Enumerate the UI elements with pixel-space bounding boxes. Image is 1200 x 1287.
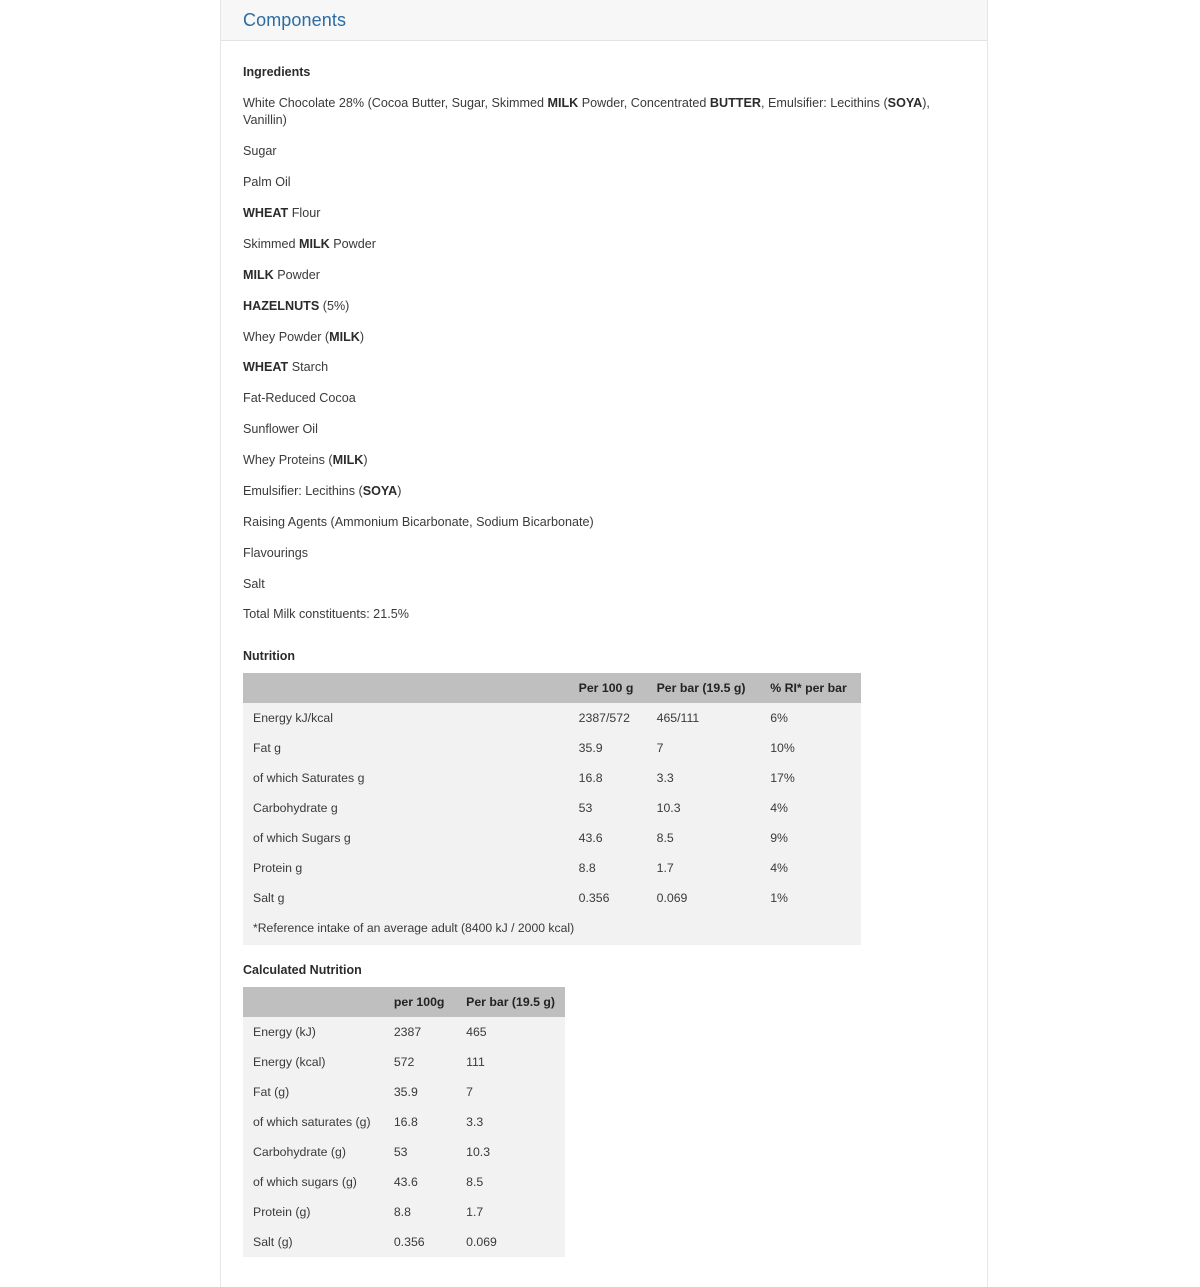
ingredient-text: Skimmed <box>243 236 299 251</box>
table-cell: 572 <box>393 1055 415 1070</box>
table-cell: 0.356 <box>578 891 610 906</box>
table-cell: 7 <box>466 1085 473 1100</box>
ingredient-item <box>243 545 953 562</box>
ingredient-item <box>243 143 953 160</box>
allergen-text: MILK <box>298 236 330 251</box>
table-cell: 3.3 <box>466 1115 484 1130</box>
table-cell: 4% <box>770 861 788 876</box>
nutrition-footnote: *Reference intake of an average adult (8400 kJ / 2000 kcal) <box>253 921 575 936</box>
table-row <box>243 1227 565 1257</box>
table-cell: 465 <box>466 1025 487 1040</box>
table-cell: 35.9 <box>578 741 603 756</box>
table-footnote-row <box>243 913 861 945</box>
nutrition-heading: Nutrition <box>243 649 296 664</box>
row-label: Protein g <box>253 861 303 876</box>
table-cell: 465/111 <box>656 711 700 726</box>
ingredient-item <box>243 298 953 315</box>
allergen-text: MILK <box>329 329 360 344</box>
components-panel <box>220 0 988 1287</box>
row-label: Energy kJ/kcal <box>253 711 333 726</box>
table-cell: 10.3 <box>466 1145 491 1160</box>
row-label: Fat g <box>253 741 282 756</box>
row-label: Salt g <box>253 891 285 906</box>
table-cell: 8.5 <box>656 831 674 846</box>
table-cell: 2387/572 <box>578 711 630 726</box>
ingredient-text: Starch <box>288 360 329 375</box>
ingredient-item <box>243 514 953 531</box>
allergen-text: BUTTER <box>709 96 761 110</box>
ingredient-item <box>243 421 953 438</box>
page-title: Components <box>243 9 347 30</box>
ingredient-text: Powder <box>329 236 376 251</box>
row-label: of which Sugars g <box>253 831 351 846</box>
ingredient-text: Palm Oil <box>243 175 291 190</box>
table-cell: 17% <box>770 771 795 786</box>
row-label: Salt (g) <box>253 1235 293 1250</box>
table-row <box>243 1077 565 1107</box>
ingredient-item <box>243 606 953 623</box>
column-header <box>243 987 384 1017</box>
table-cell: 16.8 <box>393 1115 418 1130</box>
ingredient-item <box>243 267 953 284</box>
table-cell: 53 <box>393 1145 408 1160</box>
ingredients-list <box>243 95 965 624</box>
page-gutter-left <box>0 0 220 1200</box>
ingredient-text: Sunflower Oil <box>243 422 318 437</box>
table-cell: 0.356 <box>393 1235 425 1250</box>
table-cell: 6% <box>770 711 788 726</box>
table-cell: 43.6 <box>393 1175 418 1190</box>
table-cell: 8.5 <box>466 1175 484 1190</box>
row-label: of which sugars (g) <box>253 1175 357 1190</box>
column-header: Per 100 g <box>569 673 647 703</box>
table-cell: 10.3 <box>656 801 681 816</box>
ingredient-item <box>243 205 953 222</box>
allergen-text: MILK <box>547 96 579 110</box>
ingredient-text: , Emulsifier: Lecithins ( <box>760 96 888 110</box>
ingredient-text: Powder <box>273 267 320 282</box>
table-row <box>243 763 861 793</box>
ingredient-text: ) <box>363 453 368 467</box>
allergen-text: SOYA <box>887 96 923 110</box>
allergen-text: WHEAT <box>243 360 289 375</box>
table-row <box>243 793 861 823</box>
ingredient-text: Emulsifier: Lecithins ( <box>243 483 363 498</box>
table-cell: 7 <box>656 741 664 756</box>
table-header-row <box>243 673 861 703</box>
table-cell: 1.7 <box>656 861 674 876</box>
ingredient-text: Total Milk constituents: 21.5% <box>243 607 409 622</box>
ingredient-text: Whey Powder ( <box>243 329 330 344</box>
allergen-text: SOYA <box>362 483 398 498</box>
table-header-row <box>243 987 565 1017</box>
ingredient-item <box>243 236 953 253</box>
table-row <box>243 853 861 883</box>
table-cell: 43.6 <box>578 831 603 846</box>
table-row <box>243 1017 565 1047</box>
row-label: Carbohydrate g <box>253 801 338 816</box>
table-row <box>243 823 861 853</box>
table-cell: 0.069 <box>656 891 688 906</box>
column-header: Per bar (19.5 g) <box>456 987 565 1017</box>
ingredient-text: White Chocolate 28% (Cocoa Butter, Sugar, Skimmed <box>243 96 548 110</box>
ingredient-item <box>243 174 953 191</box>
table-cell: 0.069 <box>466 1235 497 1250</box>
ingredient-text: Powder, Concentrated <box>578 96 710 110</box>
allergen-text: WHEAT <box>243 206 289 220</box>
ingredient-text: Salt <box>243 576 265 591</box>
table-row <box>243 1137 565 1167</box>
table-row <box>243 883 861 913</box>
ingredient-text: Fat-Reduced Cocoa <box>243 391 356 406</box>
ingredient-item <box>243 359 953 376</box>
table-cell: 16.8 <box>578 771 603 786</box>
table-row <box>243 1107 565 1137</box>
page-gutter-right <box>988 0 1200 1200</box>
row-label: Protein (g) <box>253 1205 311 1220</box>
ingredients-heading: Ingredients <box>243 65 311 79</box>
ingredient-text: ) <box>359 329 365 344</box>
row-label: of which Saturates g <box>253 771 365 786</box>
ingredient-item <box>243 483 953 500</box>
panel-header <box>221 0 987 41</box>
panel-body <box>221 41 987 1287</box>
allergen-text: MILK <box>332 453 364 467</box>
ingredient-text: Sugar <box>243 144 277 159</box>
ingredient-text: Flour <box>288 206 321 220</box>
column-header: Per bar (19.5 g) <box>647 673 761 703</box>
calculated-nutrition-table-head <box>243 987 565 1017</box>
column-header <box>243 673 569 703</box>
ingredient-text: Flavourings <box>243 545 309 560</box>
table-row <box>243 703 861 733</box>
row-label: Energy (kJ) <box>253 1025 316 1040</box>
ingredient-item <box>243 452 953 469</box>
table-cell: 9% <box>770 831 788 846</box>
ingredient-item <box>243 329 953 346</box>
table-cell: 8.8 <box>393 1205 411 1220</box>
table-cell: 111 <box>466 1055 485 1070</box>
nutrition-table-head <box>243 673 861 703</box>
table-cell: 4% <box>770 801 788 816</box>
column-header: per 100g <box>384 987 456 1017</box>
ingredient-text: ) <box>397 483 402 498</box>
table-row <box>243 1167 565 1197</box>
nutrition-table <box>243 673 861 945</box>
table-cell: 10% <box>770 741 795 756</box>
table-row <box>243 1047 565 1077</box>
row-label: Fat (g) <box>253 1085 290 1100</box>
ingredient-item <box>243 576 953 593</box>
calculated-nutrition-table-body <box>243 1017 565 1257</box>
ingredient-item <box>243 95 953 130</box>
table-cell: 8.8 <box>578 861 596 876</box>
table-cell: 35.9 <box>393 1085 418 1100</box>
ingredient-text: ), Vanillin) <box>243 96 930 128</box>
column-header: % RI* per bar <box>760 673 861 703</box>
row-label: Carbohydrate (g) <box>253 1145 346 1160</box>
calculated-nutrition-heading: Calculated Nutrition <box>243 963 362 978</box>
table-cell: 2387 <box>393 1025 422 1040</box>
table-cell: 1% <box>770 891 788 906</box>
ingredient-text: (5%) <box>319 298 350 313</box>
nutrition-table-foot <box>243 913 861 945</box>
ingredient-text: Whey Proteins ( <box>243 453 333 467</box>
nutrition-table-body <box>243 703 861 913</box>
allergen-text: MILK <box>243 267 274 282</box>
ingredient-text: Raising Agents (Ammonium Bicarbonate, Sodium Bicarbonate) <box>243 514 594 529</box>
calculated-nutrition-table <box>243 987 565 1257</box>
table-cell: 3.3 <box>656 771 674 786</box>
table-cell: 53 <box>578 801 593 816</box>
allergen-text: HAZELNUTS <box>243 298 320 313</box>
row-label: Energy (kcal) <box>253 1055 326 1070</box>
ingredient-item <box>243 390 953 407</box>
table-row <box>243 733 861 763</box>
table-row <box>243 1197 565 1227</box>
table-cell: 1.7 <box>466 1205 484 1220</box>
row-label: of which saturates (g) <box>253 1115 371 1130</box>
